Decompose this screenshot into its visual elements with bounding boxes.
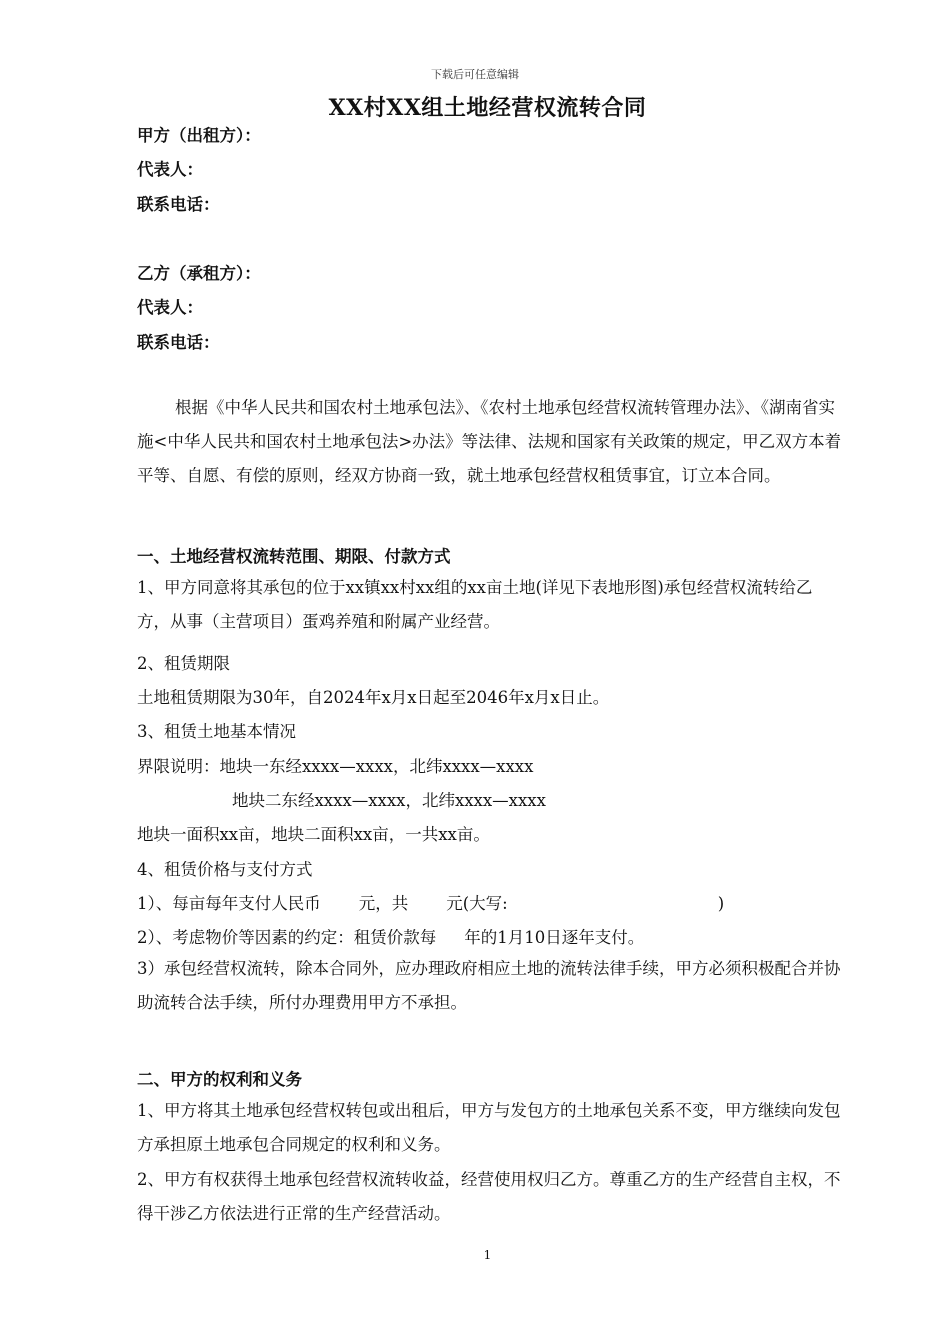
payment-uppercase-label: 元(大写: [446,894,508,913]
price-adjust-tail: 年的1月10日逐年支付。 [464,928,645,947]
section1-heading: 一、土地经营权流转范围、期限、付款方式 [137,547,451,566]
section2-heading: 二、甲方的权利和义务 [137,1070,302,1089]
section1-item1: 1、甲方同意将其承包的位于xx镇xx村xx组的xx亩土地(详见下表地形图)承包经营权流转给乙方，从事（主营项目）蛋鸡养殖和附属产业经营。 [137,578,813,631]
payment-line-1 [137,890,724,914]
payment-close-paren: ) [717,894,725,913]
section1-item2-heading: 2、租赁期限 [137,654,230,673]
payment-per-mu-label: 1）、每亩每年支付人民币 [137,894,321,913]
party-a-phone-label: 联系电话： [137,195,220,214]
page-title: XX村XX组土地经营权流转合同 [328,95,647,121]
party-b-name-label: 乙方（承租方）： [137,264,261,283]
boundary-line-2: 地块二东经xxxx—xxxx，北纬xxxx—xxxx [232,791,546,810]
area-line: 地块一面积xx亩，地块二面积xx亩，一共xx亩。 [137,825,490,844]
payment-line-2 [137,924,644,948]
section1-item4-heading: 4、租赁价格与支付方式 [137,860,313,879]
payment-line-3: 3）承包经营权流转，除本合同外，应办理政府相应土地的流转法律手续，甲方必须积极配合并协助流转合法手续，所付办理费用甲方不承担。 [137,959,841,1012]
payment-total-label: 元，共 [358,894,409,913]
party-b-rep-label: 代表人： [137,298,203,317]
price-adjust-label: 2）、考虑物价等因素的约定：租赁价款每 [137,928,437,947]
header-note: 下载后可任意编辑 [431,68,519,81]
section1-item2-text: 土地租赁期限为30年，自2024年x月x日起至2046年x月x日止。 [137,688,610,707]
preamble-paragraph: 根据《中华人民共和国农村土地承包法》、《农村土地承包经营权流转管理办法》、《湖南省实施<中华人民共和国农村土地承包法>办法》等法律、法规和国家有关政策的规定，甲乙双方本着平等、自愿、有偿的原则，经双方协商一致，就土地承包经营权租赁事宜，订立本合同。 [137,398,842,485]
page-number: 1 [483,1248,492,1262]
boundary-line-1: 界限说明：地块一东经xxxx—xxxx，北纬xxxx—xxxx [137,757,534,776]
section2-item2: 2、甲方有权获得土地承包经营权流转收益，经营使用权归乙方。尊重乙方的生产经营自主权，不得干涉乙方依法进行正常的生产经营活动。 [137,1170,841,1223]
section1-item3-heading: 3、租赁土地基本情况 [137,722,296,741]
party-a-rep-label: 代表人： [137,160,203,179]
party-a-name-label: 甲方（出租方）： [137,126,261,145]
section2-item1: 1、甲方将其土地承包经营权转包或出租后，甲方与发包方的土地承包关系不变，甲方继续向发包方承担原土地承包合同规定的权利和义务。 [137,1101,841,1154]
party-b-phone-label: 联系电话： [137,333,220,352]
